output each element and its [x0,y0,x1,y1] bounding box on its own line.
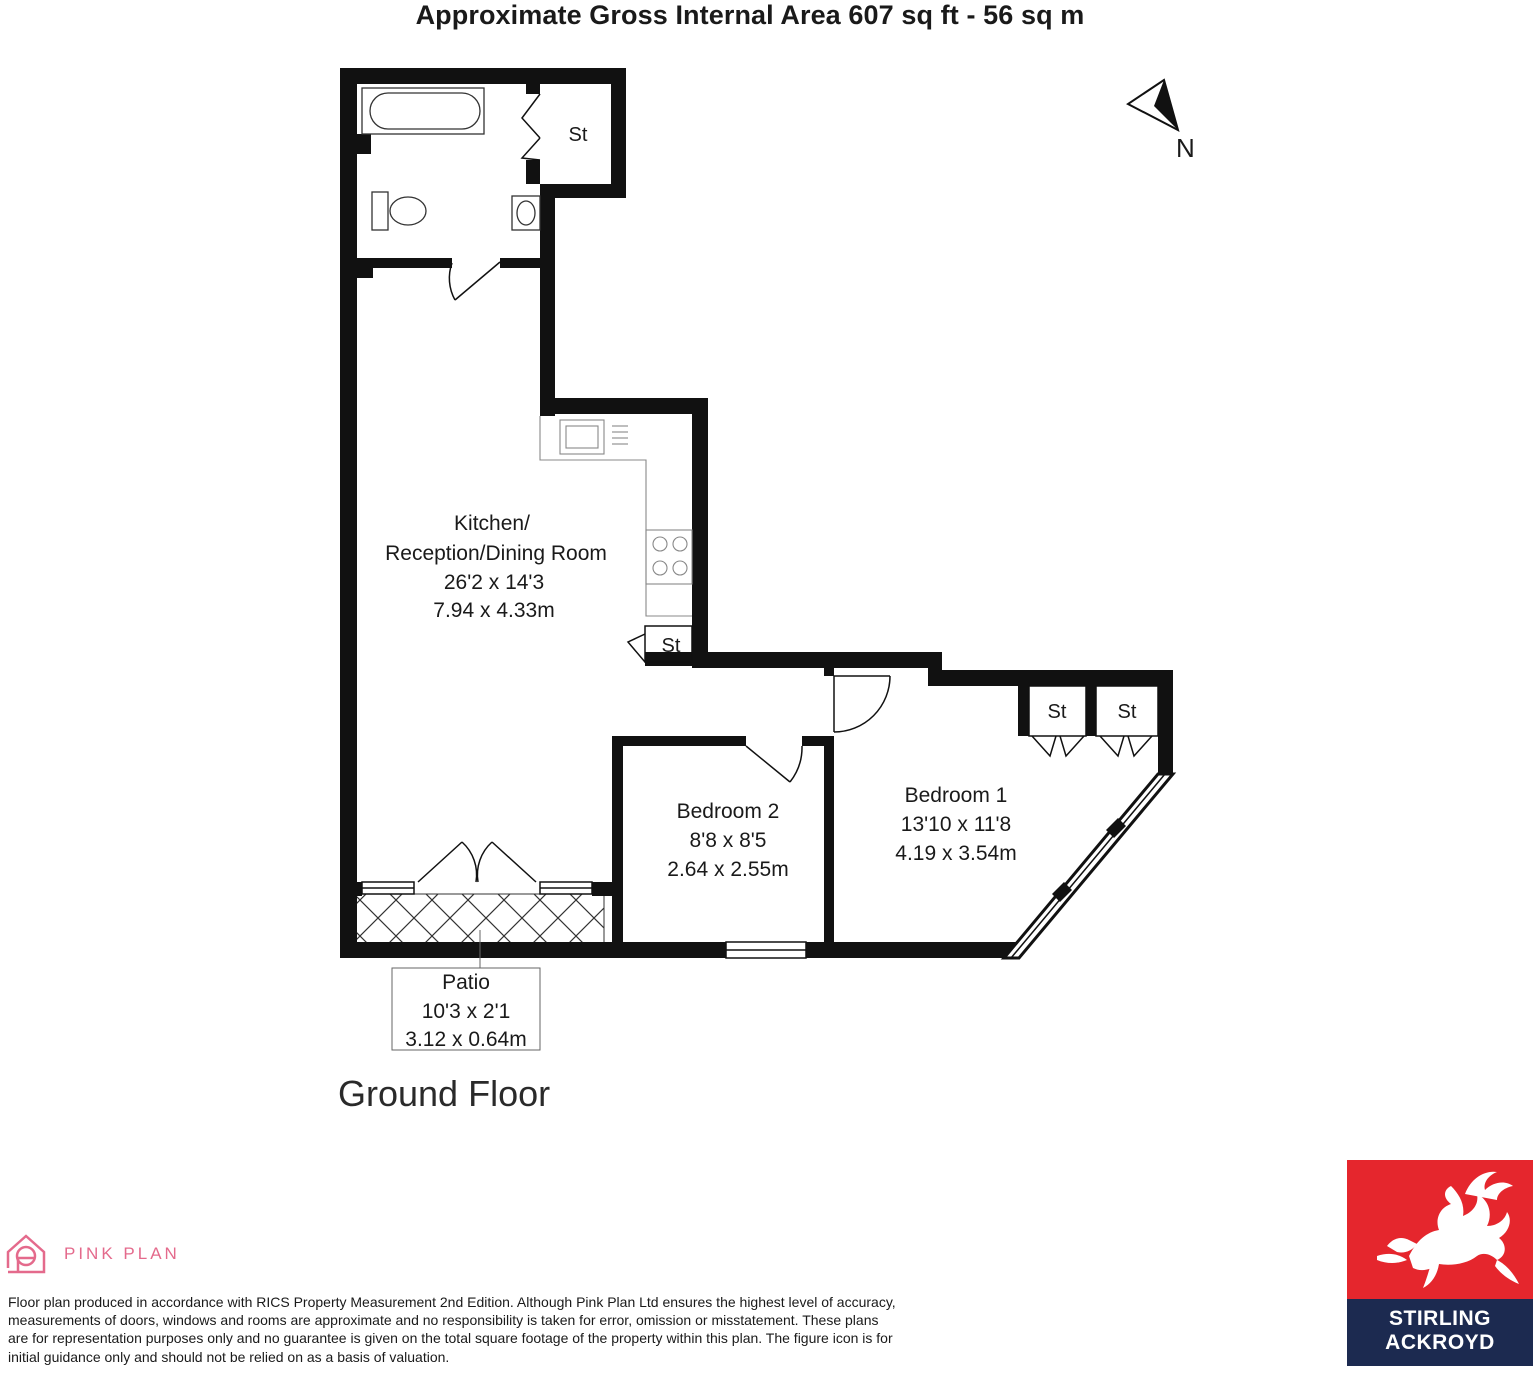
store-label-kitchen: St [661,635,681,657]
store-label-bed1-right: St [1117,701,1137,723]
patio-imperial: 10'3 x 2'1 [421,1000,511,1023]
north-label: N [1176,133,1195,163]
kitchen-metric: 7.94 x 4.33m [433,599,555,622]
bedroom1-imperial: 13'10 x 11'8 [900,813,1012,836]
stirling-ackroyd-logo [1347,1160,1533,1366]
bedroom1-name: Bedroom 1 [904,784,1008,807]
area-title: Approximate Gross Internal Area 607 sq ft - 56 sq m [415,0,1085,30]
diagonal-window-wall [1004,774,1173,958]
bathroom-fixtures [362,88,540,230]
bedroom2-name: Bedroom 2 [676,800,780,823]
kitchen-label-line1: Kitchen/ [454,512,530,535]
bedroom2-imperial: 8'8 x 8'5 [689,829,767,852]
kitchen-label-line2: Reception/Dining Room [385,542,607,565]
toilet [372,192,388,230]
patio-metric: 3.12 x 0.64m [405,1028,527,1051]
bedroom2-metric: 2.64 x 2.55m [667,858,789,881]
hob [646,530,692,584]
logo-text-line1: STIRLING [1389,1307,1491,1330]
kitchen-imperial: 26'2 x 14'3 [443,571,545,594]
griffin-icon [1347,1160,1533,1299]
logo-text-line2: ACKROYD [1385,1331,1495,1354]
store-label-bathroom: St [568,124,588,146]
door-swings [418,94,1152,882]
pink-plan-brand: PINK PLAN [64,1244,180,1263]
floor-name: Ground Floor [338,1073,551,1114]
disclaimer-text: Floor plan produced in accordance with RICS Property Measurement 2nd Edition. Although Pink Plan Ltd ensures the highest level of accuracy, measurements of doors, windows and rooms are approximate and no responsibility is taken for error, omission or misstatement. These plans are for representation purposes only and no guarantee is given on the total square footage of the property within this plan. The figure icon is for initial guidance only and should not be relied on as a basis of valuation. [8,1294,896,1365]
kitchen-fixtures [540,416,692,616]
bedroom1-metric: 4.19 x 3.54m [895,842,1017,865]
logo-navy-panel [1347,1299,1533,1366]
patio-name: Patio [442,971,490,994]
pink-plan-house-icon [8,1236,44,1272]
kitchen-sink [560,420,604,454]
logo-red-panel [1347,1160,1533,1299]
north-arrow-icon [1128,80,1178,130]
store-label-bed1-left: St [1047,701,1067,723]
